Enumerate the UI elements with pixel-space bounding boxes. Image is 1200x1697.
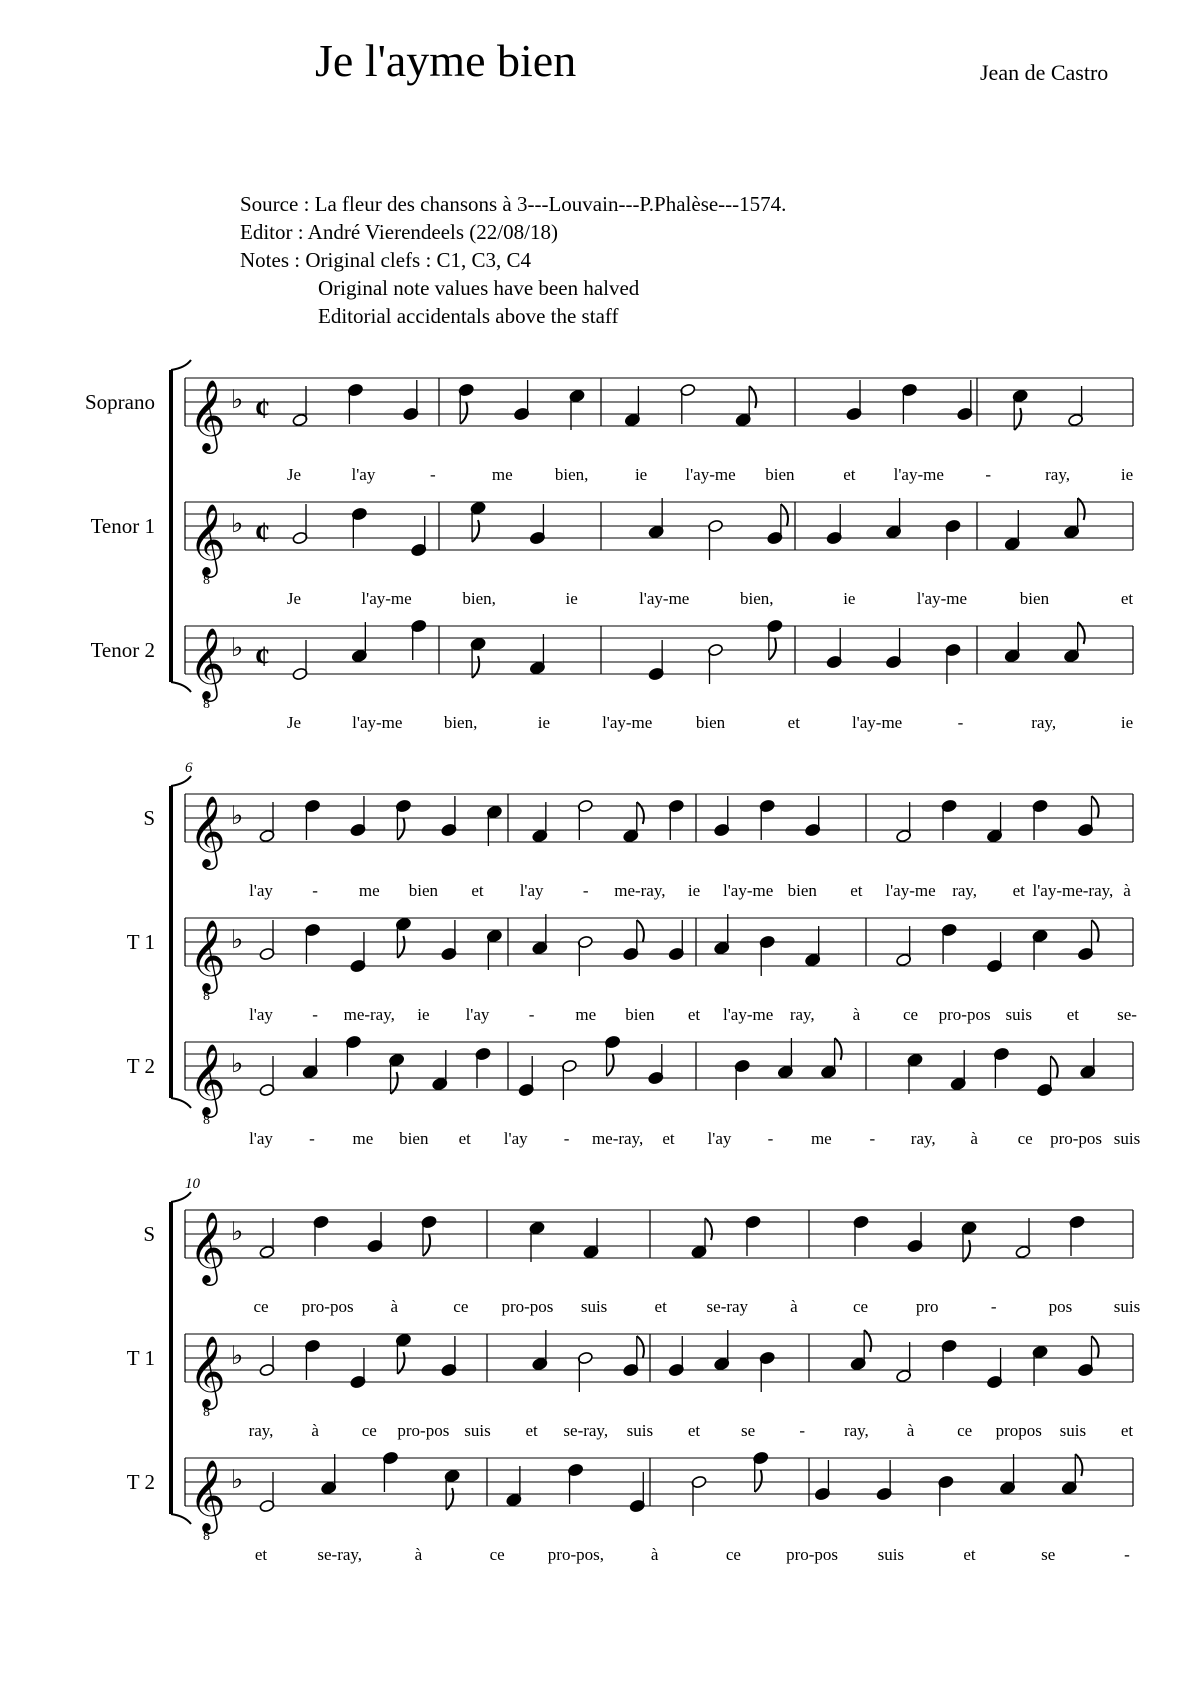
- lyric-syllable: suis: [1113, 1297, 1141, 1316]
- note-flag: [472, 520, 479, 542]
- note-flag: [864, 1330, 871, 1352]
- note-flag: [835, 1038, 842, 1060]
- lyric-syllable: bien: [399, 1129, 429, 1148]
- lyric-syllable: et: [963, 1545, 976, 1564]
- lyric-syllable: suis: [1005, 1005, 1032, 1024]
- treble-clef-icon: 𝄞: [189, 918, 226, 991]
- lyric-syllable: et: [1066, 1005, 1080, 1024]
- lyric-syllable: se-ray,: [317, 1545, 363, 1564]
- bracket-top-hook: [171, 1192, 191, 1202]
- lyric-syllable: propos: [995, 1421, 1042, 1440]
- lyric-syllable: l'ay: [351, 465, 376, 484]
- lyric-syllable: pro-pos,: [547, 1545, 605, 1564]
- octave-8-mark: 8: [203, 573, 210, 588]
- lyric-syllable: à: [650, 1545, 659, 1564]
- lyric-syllable: à: [414, 1545, 423, 1564]
- lyric-syllable: ray,: [843, 1421, 869, 1440]
- lyric-syllable: et: [525, 1421, 538, 1440]
- note-flag: [1092, 920, 1099, 942]
- lyric-syllable: ce: [361, 1421, 377, 1440]
- lyric-syllable: pro-pos: [397, 1421, 450, 1440]
- staff-2: [127, 1330, 1134, 1440]
- note-flag: [423, 1234, 430, 1256]
- lyric-syllable: se: [741, 1421, 756, 1440]
- cut-time-icon: ¢: [255, 516, 270, 549]
- note-flag: [637, 802, 644, 824]
- lyric-syllable: à: [1123, 881, 1131, 900]
- staff-label: T 1: [126, 1346, 155, 1370]
- lyric-syllable: l'ay: [707, 1129, 732, 1148]
- lyric-syllable: l'ay-me: [361, 589, 412, 608]
- lyric-syllable: l'ay: [519, 881, 544, 900]
- lyric-syllable: pro-pos: [938, 1005, 991, 1024]
- lyric-syllable: et: [662, 1129, 675, 1148]
- lyric-syllable: l'ay-me: [722, 1005, 774, 1024]
- lyric-syllable: -: [869, 1129, 876, 1148]
- octave-8-mark: 8: [203, 989, 210, 1004]
- lyric-syllable: -: [312, 1005, 318, 1024]
- lyric-syllable: bien,: [462, 589, 496, 608]
- note-flag: [637, 920, 644, 942]
- lyric-syllable: Je: [286, 589, 302, 608]
- flat-key-signature-icon: ♭: [231, 1049, 244, 1079]
- lyric-syllable: bien: [625, 1005, 655, 1024]
- lyric-syllable: -: [957, 713, 964, 732]
- lyric-syllable: -: [528, 1005, 535, 1024]
- note-flag: [391, 1072, 398, 1094]
- note-flag: [460, 402, 467, 424]
- lyric-syllable: me: [352, 1129, 374, 1148]
- note-flag: [446, 1488, 453, 1510]
- lyric-syllable: l'ay: [503, 1129, 528, 1148]
- note-flag: [1051, 1056, 1058, 1078]
- octave-8-mark: 8: [203, 697, 210, 712]
- lyric-syllable: à: [311, 1421, 319, 1440]
- flat-key-signature-icon: ♭: [231, 801, 244, 831]
- editor-line: Editor : André Vierendeels (22/08/18): [240, 220, 558, 244]
- bracket-bottom-hook: [171, 682, 191, 692]
- bracket-top-hook: [171, 776, 191, 786]
- lyric-syllable: ray,: [910, 1129, 936, 1148]
- treble-clef-icon: 𝄞: [189, 794, 226, 867]
- lyric-syllable: ie: [537, 713, 551, 732]
- note-flag: [1075, 1454, 1082, 1476]
- lyric-syllable: l'ay-me: [602, 713, 653, 732]
- lyric-syllable: ray,: [1045, 465, 1071, 484]
- flat-key-signature-icon: ♭: [231, 925, 244, 955]
- source-line: Source : La fleur des chansons à 3---Louvain---P.Phalèse---1574.: [240, 192, 787, 216]
- lyric-syllable: l'ay-me: [916, 589, 968, 608]
- lyric-syllable: et: [787, 713, 800, 732]
- note-flag: [607, 1054, 614, 1076]
- lyric-syllable: ce: [957, 1421, 973, 1440]
- lyric-syllable: -: [985, 465, 992, 484]
- treble-clef-icon: 𝄞: [189, 378, 226, 451]
- lyric-syllable: -: [563, 1129, 570, 1148]
- lyric-syllable: et: [254, 1545, 268, 1564]
- treble-clef-icon: 𝄞: [189, 1334, 226, 1407]
- lyric-syllable: bien,: [554, 465, 589, 484]
- note-flag: [1092, 796, 1099, 818]
- clefs-line: Notes : Original clefs : C1, C3, C4: [240, 248, 532, 272]
- cut-time-icon: ¢: [255, 640, 270, 673]
- bracket-bottom-hook: [171, 1098, 191, 1108]
- lyric-syllable: à: [906, 1421, 915, 1440]
- note-flag: [637, 1336, 644, 1358]
- flat-key-signature-icon: ♭: [231, 385, 244, 415]
- lyric-syllable: pro-pos: [786, 1545, 839, 1564]
- lyric-syllable: se-ray,: [563, 1421, 609, 1440]
- lyric-syllable: ray,: [1031, 713, 1057, 732]
- treble-clef-icon: 𝄞: [189, 1210, 226, 1283]
- staff-label: Tenor 1: [90, 514, 155, 538]
- note-flag: [769, 638, 776, 660]
- staff-1: [143, 794, 1133, 900]
- system-2: [127, 760, 1140, 1148]
- staff-3: [91, 619, 1134, 732]
- lyric-syllable: pro-pos: [301, 1297, 354, 1316]
- lyric-syllable: -: [1124, 1545, 1130, 1564]
- lyric-syllable: ce: [453, 1297, 469, 1316]
- lyric-syllable: ray,: [248, 1421, 274, 1440]
- octave-8-mark: 8: [203, 1405, 210, 1420]
- treble-clef-icon: 𝄞: [189, 626, 226, 699]
- lyric-syllable: -: [309, 1129, 315, 1148]
- lyric-syllable: ce: [489, 1545, 505, 1564]
- lyric-syllable: ce: [725, 1545, 741, 1564]
- lyric-syllable: me: [575, 1005, 597, 1024]
- lyric-syllable: me: [491, 465, 513, 484]
- lyric-syllable: et: [654, 1297, 667, 1316]
- staff-3: [127, 1035, 1140, 1148]
- lyric-syllable: me-ray,: [343, 1005, 395, 1024]
- staff-label: Tenor 2: [90, 638, 155, 662]
- lyric-syllable: et: [850, 881, 863, 900]
- lyric-syllable: -: [799, 1421, 806, 1440]
- lyric-syllable: Je: [286, 713, 302, 732]
- lyric-syllable: bien,: [740, 589, 774, 608]
- lyric-syllable: suis: [877, 1545, 905, 1564]
- system-1: [85, 360, 1133, 732]
- note-flag: [1078, 498, 1085, 520]
- note-flag: [1014, 408, 1021, 430]
- lyric-syllable: -: [767, 1129, 774, 1148]
- lyric-syllable: ie: [417, 1005, 430, 1024]
- lyric-syllable: l'ay-me-ray,: [1032, 881, 1114, 900]
- lyric-syllable: ie: [1120, 713, 1134, 732]
- note-flag: [755, 1470, 762, 1492]
- lyric-syllable: me-ray,: [614, 881, 666, 900]
- lyric-syllable: -: [990, 1297, 997, 1316]
- bracket-top-hook: [171, 360, 191, 370]
- note-flag: [397, 936, 404, 958]
- lyric-syllable: pro: [915, 1297, 939, 1316]
- octave-8-mark: 8: [203, 1529, 210, 1544]
- lyric-syllable: et: [687, 1421, 701, 1440]
- lyric-syllable: l'ay: [249, 881, 273, 900]
- staff-1: [143, 1210, 1140, 1316]
- flat-key-signature-icon: ♭: [231, 509, 244, 539]
- lyric-syllable: pos: [1048, 1297, 1073, 1316]
- lyric-syllable: l'ay: [249, 1129, 273, 1148]
- lyric-syllable: suis: [1059, 1421, 1087, 1440]
- lyric-syllable: ie: [687, 881, 701, 900]
- lyric-syllable: et: [687, 1005, 701, 1024]
- lyric-syllable: me-ray,: [591, 1129, 644, 1148]
- treble-clef-icon: 𝄞: [189, 1458, 226, 1531]
- lyric-syllable: bien: [765, 465, 795, 484]
- lyric-syllable: ray,: [789, 1005, 815, 1024]
- lyric-syllable: Je: [286, 465, 302, 484]
- lyric-syllable: et: [1120, 589, 1134, 608]
- lyric-syllable: à: [852, 1005, 861, 1024]
- lyric-syllable: ie: [634, 465, 648, 484]
- lyric-syllable: l'ay-me: [893, 465, 944, 484]
- note-flag: [705, 1218, 712, 1240]
- lyric-syllable: bien: [1019, 589, 1050, 608]
- lyric-syllable: ce: [852, 1297, 869, 1316]
- lyric-syllable: bien: [695, 713, 726, 732]
- staff-label: S: [143, 1222, 155, 1246]
- flat-key-signature-icon: ♭: [231, 633, 244, 663]
- lyric-syllable: me: [358, 881, 380, 900]
- lyric-syllable: et: [458, 1129, 471, 1148]
- lyric-syllable: suis: [580, 1297, 608, 1316]
- lyric-syllable: et: [471, 881, 484, 900]
- lyric-syllable: ce: [1017, 1129, 1033, 1148]
- lyric-syllable: ie: [1120, 465, 1134, 484]
- staff-label: T 1: [126, 930, 155, 954]
- lyric-syllable: -: [312, 881, 318, 900]
- lyric-syllable: bien: [787, 881, 817, 900]
- lyric-syllable: se-ray: [706, 1297, 749, 1316]
- staff-3: [127, 1451, 1133, 1564]
- note-flag: [781, 504, 788, 526]
- lyric-syllable: ray,: [952, 881, 978, 900]
- note-flag: [472, 656, 479, 678]
- lyric-syllable: l'ay: [465, 1005, 490, 1024]
- lyric-syllable: à: [390, 1297, 399, 1316]
- flat-key-signature-icon: ♭: [231, 1341, 244, 1371]
- staff-2: [91, 498, 1134, 608]
- staff-label: Soprano: [85, 390, 155, 414]
- staff-label: S: [143, 806, 155, 830]
- treble-clef-icon: 𝄞: [189, 502, 226, 575]
- lyric-syllable: se: [1041, 1545, 1056, 1564]
- bracket-bottom-hook: [171, 1514, 191, 1524]
- system-3: [127, 1176, 1140, 1564]
- note-flag: [1092, 1336, 1099, 1358]
- lyric-syllable: ce: [253, 1297, 269, 1316]
- staff-label: T 2: [126, 1470, 155, 1494]
- lyric-syllable: l'ay: [249, 1005, 273, 1024]
- measure-number: 10: [185, 1176, 200, 1192]
- lyric-syllable: suis: [1113, 1129, 1141, 1148]
- lyric-syllable: me: [810, 1129, 832, 1148]
- lyric-syllable: l'ay-me: [885, 881, 936, 900]
- lyric-syllable: l'ay-me: [722, 881, 774, 900]
- staff-2: [127, 914, 1137, 1024]
- note-flag: [1078, 622, 1085, 644]
- measure-number: 6: [185, 760, 193, 776]
- lyric-syllable: l'ay-me: [851, 713, 903, 732]
- composer-name: Jean de Castro: [980, 60, 1109, 85]
- flat-key-signature-icon: ♭: [231, 1217, 244, 1247]
- lyric-syllable: se-: [1117, 1005, 1137, 1024]
- lyric-syllable: suis: [464, 1421, 491, 1440]
- treble-clef-icon: 𝄞: [189, 1042, 226, 1115]
- lyric-syllable: à: [970, 1129, 978, 1148]
- lyric-syllable: ie: [565, 589, 578, 608]
- lyric-syllable: l'ay-me: [639, 589, 690, 608]
- lyric-syllable: ie: [843, 589, 856, 608]
- note-flag: [397, 1352, 404, 1374]
- lyric-syllable: suis: [626, 1421, 654, 1440]
- lyric-syllable: et: [1012, 881, 1025, 900]
- lyric-syllable: -: [429, 465, 436, 484]
- lyric-syllable: à: [790, 1297, 798, 1316]
- lyric-syllable: bien: [408, 881, 439, 900]
- note-values-line: Original note values have been halved: [318, 276, 640, 300]
- note-flag: [963, 1240, 970, 1262]
- staff-label: T 2: [126, 1054, 155, 1078]
- lyric-syllable: pro-pos: [501, 1297, 554, 1316]
- lyric-syllable: ce: [902, 1005, 919, 1024]
- cut-time-icon: ¢: [255, 392, 270, 425]
- lyric-syllable: et: [1120, 1421, 1134, 1440]
- lyric-syllable: bien,: [443, 713, 478, 732]
- staff-1: [85, 378, 1133, 484]
- note-flag: [397, 818, 404, 840]
- lyric-syllable: pro-pos: [1050, 1129, 1103, 1148]
- lyric-syllable: l'ay-me: [352, 713, 403, 732]
- piece-title: Je l'ayme bien: [315, 35, 577, 86]
- flat-key-signature-icon: ♭: [231, 1465, 244, 1495]
- note-flag: [749, 386, 756, 408]
- lyric-syllable: -: [582, 881, 589, 900]
- accidentals-line: Editorial accidentals above the staff: [318, 304, 619, 328]
- octave-8-mark: 8: [203, 1113, 210, 1128]
- lyric-syllable: l'ay-me: [685, 465, 736, 484]
- lyric-syllable: et: [843, 465, 856, 484]
